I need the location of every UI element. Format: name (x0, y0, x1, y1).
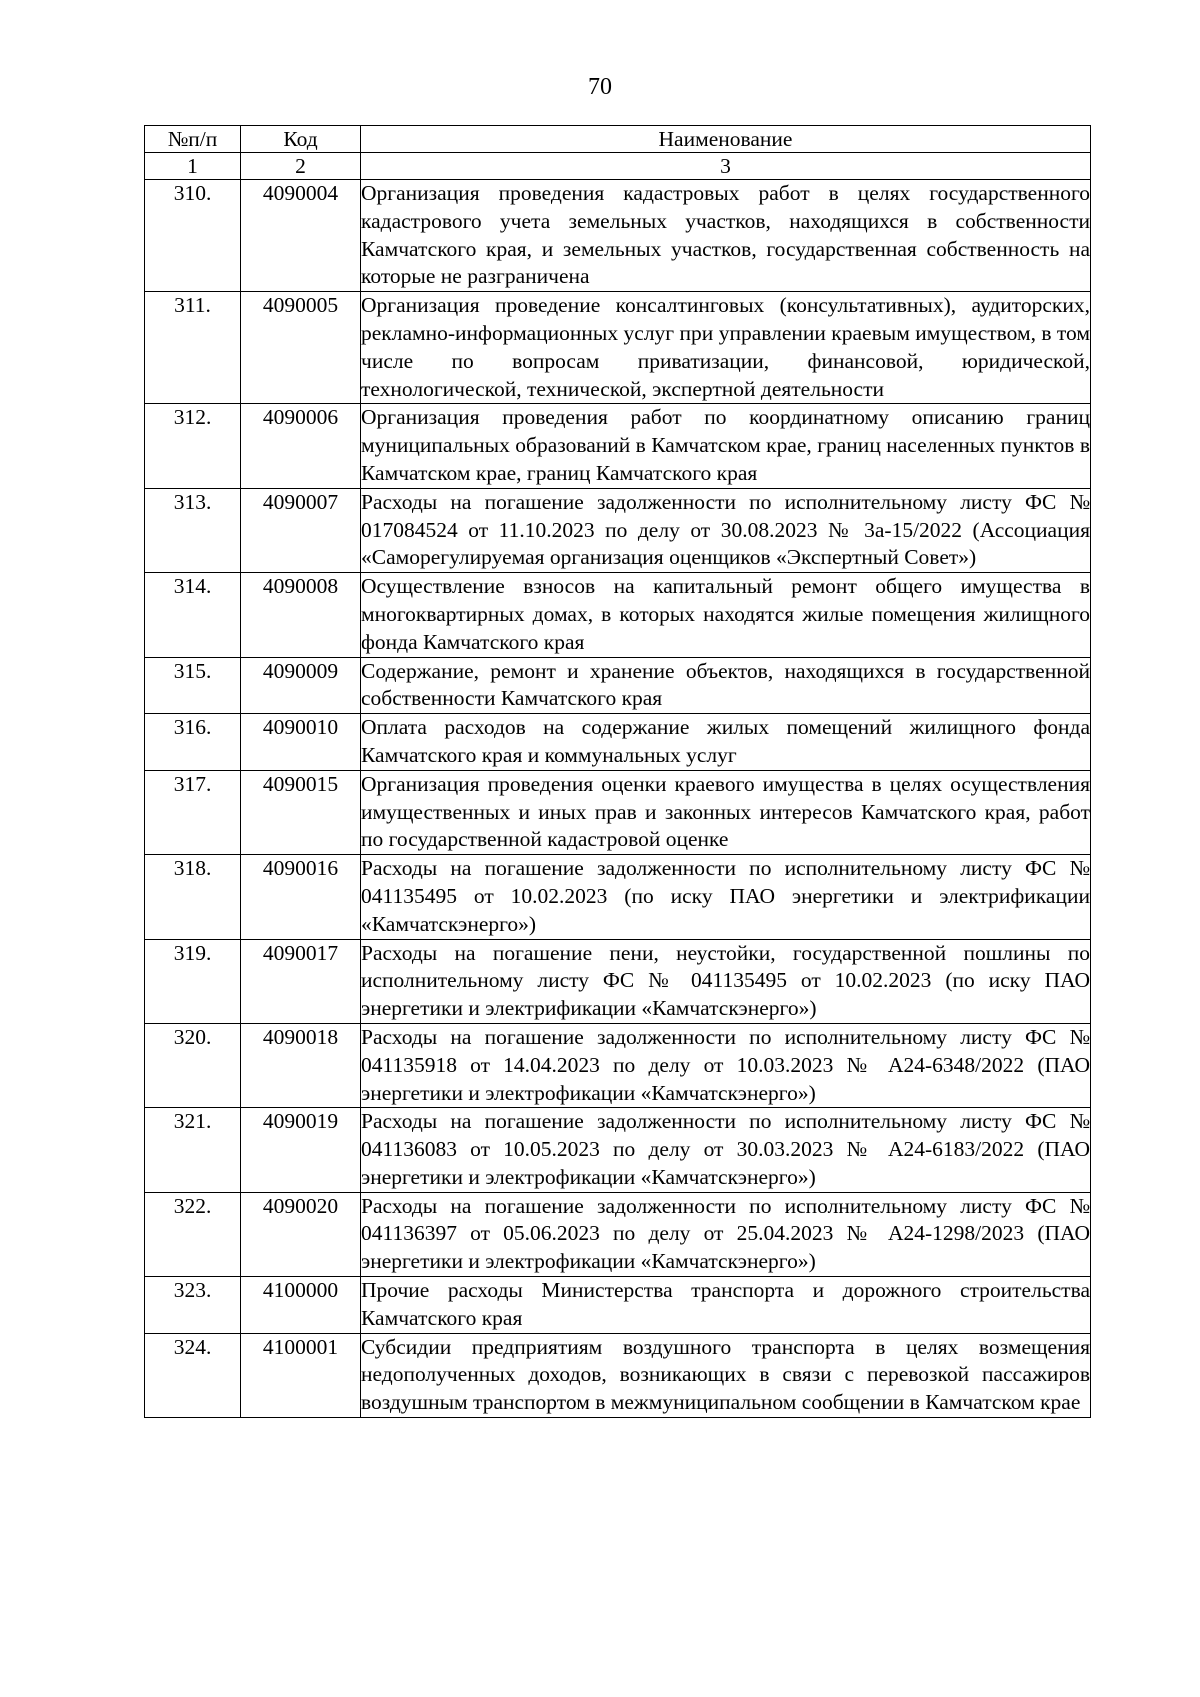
row-number: 311. (145, 292, 241, 404)
column-number-2: 2 (241, 153, 361, 180)
row-number: 324. (145, 1333, 241, 1417)
page-number: 70 (588, 74, 612, 100)
row-number: 314. (145, 573, 241, 657)
row-code: 4090017 (241, 939, 361, 1023)
row-name: Организация проведения оценки краевого имущества в целях осуществления имущественных и иных прав и законных интересов Камчатского края, работ по государственной кадастровой оценке (361, 770, 1091, 854)
row-name: Оплата расходов на содержание жилых помещений жилищного фонда Камчатского края и коммунальных услуг (361, 714, 1091, 771)
row-name: Осуществление взносов на капитальный ремонт общего имущества в многоквартирных домах, в которых находятся жилые помещения жилищного фонда Камчатского края (361, 573, 1091, 657)
row-name: Организация проведение консалтинговых (консультативных), аудиторских, рекламно-информационных услуг при управлении краевым имуществом, в том числе по вопросам приватизации, финансовой, юридической, технологической, технической, экспертной деятельности (361, 292, 1091, 404)
row-number: 310. (145, 180, 241, 292)
classification-table (144, 125, 1091, 1418)
row-number: 322. (145, 1192, 241, 1276)
table-row (145, 1333, 1091, 1417)
row-number: 319. (145, 939, 241, 1023)
row-name: Расходы на погашение пени, неустойки, государственной пошлины по исполнительному листу ФС № 041135495 от 10.02.2023 (по иску ПАО энергетики и электрификации «Камчатскэнерго») (361, 939, 1091, 1023)
row-name: Субсидии предприятиям воздушного транспорта в целях возмещения недополученных доходов, возникающих в связи с перевозкой пассажиров воздушным транспортом в межмуниципальном сообщении в Камчатском крае (361, 1333, 1091, 1417)
row-number: 323. (145, 1277, 241, 1334)
row-number: 313. (145, 488, 241, 572)
row-number: 317. (145, 770, 241, 854)
row-code: 4090019 (241, 1108, 361, 1192)
table-row (145, 488, 1091, 572)
row-name: Организация проведения кадастровых работ в целях государственного кадастрового учета земельных участков, находящихся в собственности Камчатского края, и земельных участков, государственная собственность на которые не разграничена (361, 180, 1091, 292)
table-row (145, 1023, 1091, 1107)
table-row (145, 404, 1091, 488)
table-row (145, 292, 1091, 404)
row-code: 4100001 (241, 1333, 361, 1417)
row-name: Прочие расходы Министерства транспорта и дорожного строительства Камчатского края (361, 1277, 1091, 1334)
table-row (145, 855, 1091, 939)
table-row (145, 573, 1091, 657)
row-code: 4090015 (241, 770, 361, 854)
table-row (145, 1192, 1091, 1276)
row-code: 4090004 (241, 180, 361, 292)
row-code: 4100000 (241, 1277, 361, 1334)
column-number-3: 3 (361, 153, 1091, 180)
row-number: 320. (145, 1023, 241, 1107)
row-name: Организация проведения работ по координатному описанию границ муниципальных образований в Камчатском крае, границ населенных пунктов в Камчатском крае, границ Камчатского края (361, 404, 1091, 488)
row-code: 4090020 (241, 1192, 361, 1276)
table-row (145, 1108, 1091, 1192)
row-name: Расходы на погашение задолженности по исполнительному листу ФС № 017084524 от 11.10.2023 по делу от 30.08.2023 № 3а-15/2022 (Ассоциация «Саморегулируемая организация оценщиков «Экспертный Совет») (361, 488, 1091, 572)
table-row (145, 657, 1091, 714)
row-number: 315. (145, 657, 241, 714)
row-name: Расходы на погашение задолженности по исполнительному листу ФС № 041135918 от 14.04.2023 по делу от 10.03.2023 № А24-6348/2022 (ПАО энергетики и электрофикации «Камчатскэнерго») (361, 1023, 1091, 1107)
row-number: 316. (145, 714, 241, 771)
row-number: 321. (145, 1108, 241, 1192)
table-row (145, 939, 1091, 1023)
table-column-numbers-row (145, 153, 1091, 180)
table-row (145, 714, 1091, 771)
row-code: 4090007 (241, 488, 361, 572)
table-header-row (145, 126, 1091, 153)
row-code: 4090018 (241, 1023, 361, 1107)
row-code: 4090016 (241, 855, 361, 939)
column-number-1: 1 (145, 153, 241, 180)
row-number: 318. (145, 855, 241, 939)
table-row (145, 770, 1091, 854)
row-code: 4090010 (241, 714, 361, 771)
row-number: 312. (145, 404, 241, 488)
row-name: Содержание, ремонт и хранение объектов, находящихся в государственной собственности Камчатского края (361, 657, 1091, 714)
row-name: Расходы на погашение задолженности по исполнительному листу ФС № 041136397 от 05.06.2023 по делу от 25.04.2023 № А24-1298/2023 (ПАО энергетики и электрофикации «Камчатскэнерго») (361, 1192, 1091, 1276)
row-code: 4090005 (241, 292, 361, 404)
table-row (145, 180, 1091, 292)
row-code: 4090008 (241, 573, 361, 657)
header-name: Наименование (361, 126, 1091, 153)
row-code: 4090009 (241, 657, 361, 714)
table-row (145, 1277, 1091, 1334)
row-code: 4090006 (241, 404, 361, 488)
row-name: Расходы на погашение задолженности по исполнительному листу ФС № 041136083 от 10.05.2023 по делу от 30.03.2023 № А24-6183/2022 (ПАО энергетики и электрофикации «Камчатскэнерго») (361, 1108, 1091, 1192)
header-code: Код (241, 126, 361, 153)
header-number: №п/п (145, 126, 241, 153)
row-name: Расходы на погашение задолженности по исполнительному листу ФС № 041135495 от 10.02.2023 (по иску ПАО энергетики и электрификации «Камчатскэнерго») (361, 855, 1091, 939)
